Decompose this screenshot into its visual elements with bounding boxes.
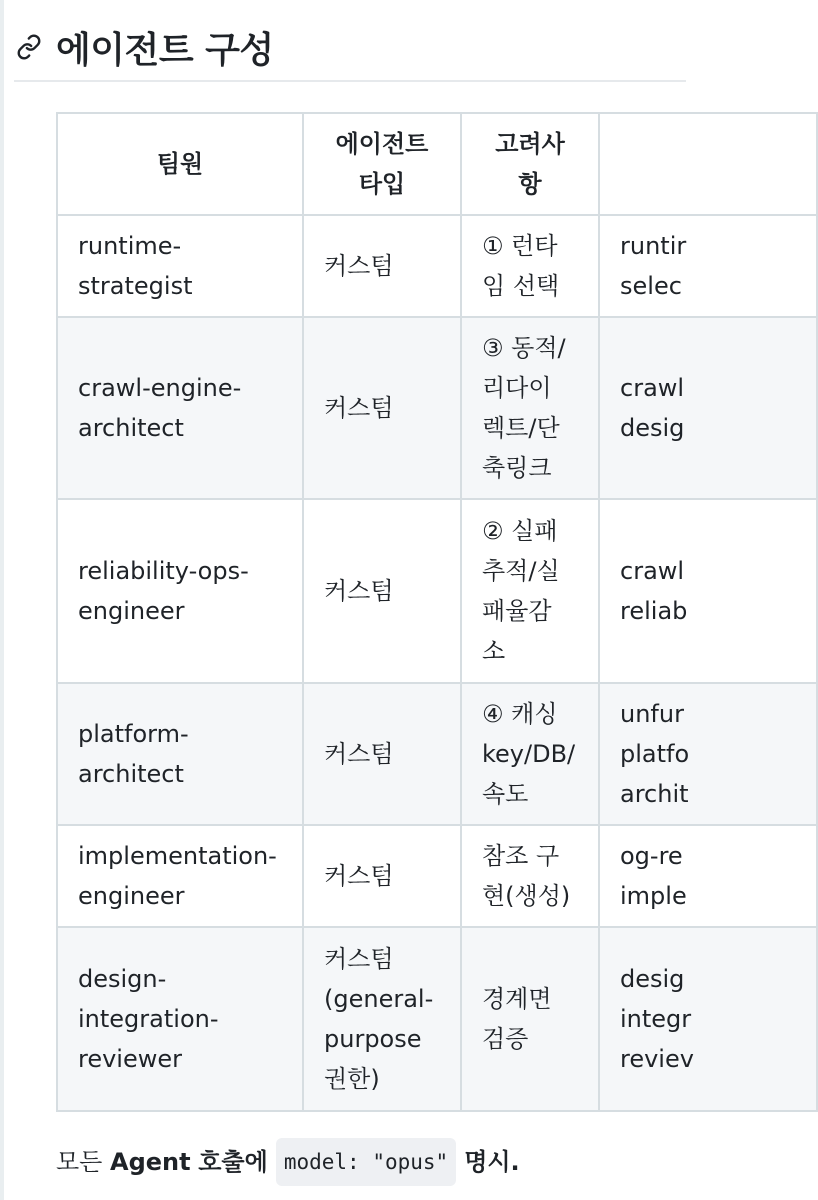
consideration-cell: ② 실패 추적/실 패율감 소 xyxy=(461,499,599,683)
footer-agent: Agent xyxy=(110,1148,191,1176)
member-cell: reliability-ops- engineer xyxy=(57,499,303,683)
footer-note xyxy=(56,1138,520,1186)
section-heading xyxy=(14,14,686,82)
agent-type-cell: 커스텀 xyxy=(303,499,461,683)
fourth-cell: og-re imple xyxy=(599,825,817,927)
header-fourth xyxy=(599,113,817,215)
fourth-cell: runtir selec xyxy=(599,215,817,317)
header-considerations: 고려사 항 xyxy=(461,113,599,215)
fourth-cell: unfur platfo archit xyxy=(599,683,817,825)
member-cell: crawl-engine- architect xyxy=(57,317,303,499)
footer-middle: 호출에 xyxy=(198,1148,268,1176)
consideration-cell: 경계면 검증 xyxy=(461,927,599,1111)
agent-type-cell: 커스텀 xyxy=(303,683,461,825)
footer-suffix: 명시. xyxy=(464,1148,520,1176)
table-row xyxy=(57,215,817,317)
agent-table xyxy=(56,112,818,1112)
table-row xyxy=(57,825,817,927)
page-title: 에이전트 구성 xyxy=(56,29,274,71)
inline-code: model: "opus" xyxy=(276,1138,456,1186)
left-border xyxy=(0,0,4,1200)
member-cell: implementation- engineer xyxy=(57,825,303,927)
agent-type-cell: 커스텀 (general- purpose 권한) xyxy=(303,927,461,1111)
consideration-cell: ③ 동적/ 리다이 렉트/단 축링크 xyxy=(461,317,599,499)
header-member: 팀원 xyxy=(57,113,303,215)
table-row xyxy=(57,927,817,1111)
table-row xyxy=(57,317,817,499)
member-cell: platform- architect xyxy=(57,683,303,825)
fourth-cell: crawl reliab xyxy=(599,499,817,683)
member-cell: design- integration- reviewer xyxy=(57,927,303,1111)
consideration-cell: ④ 캐싱 key/DB/ 속도 xyxy=(461,683,599,825)
member-cell: runtime- strategist xyxy=(57,215,303,317)
header-agent-type: 에이전트 타입 xyxy=(303,113,461,215)
table-row xyxy=(57,683,817,825)
agent-type-cell: 커스텀 xyxy=(303,215,461,317)
footer-prefix: 모든 xyxy=(56,1148,103,1176)
consideration-cell: ① 런타 임 선택 xyxy=(461,215,599,317)
agent-type-cell: 커스텀 xyxy=(303,825,461,927)
table-row xyxy=(57,499,817,683)
consideration-cell: 참조 구 현(생성) xyxy=(461,825,599,927)
table-header-row xyxy=(57,113,817,215)
agent-type-cell: 커스텀 xyxy=(303,317,461,499)
table-scroll-area[interactable] xyxy=(56,112,694,1110)
fourth-cell: crawl desig xyxy=(599,317,817,499)
link-icon[interactable] xyxy=(14,32,44,62)
fourth-cell: desig integr reviev xyxy=(599,927,817,1111)
